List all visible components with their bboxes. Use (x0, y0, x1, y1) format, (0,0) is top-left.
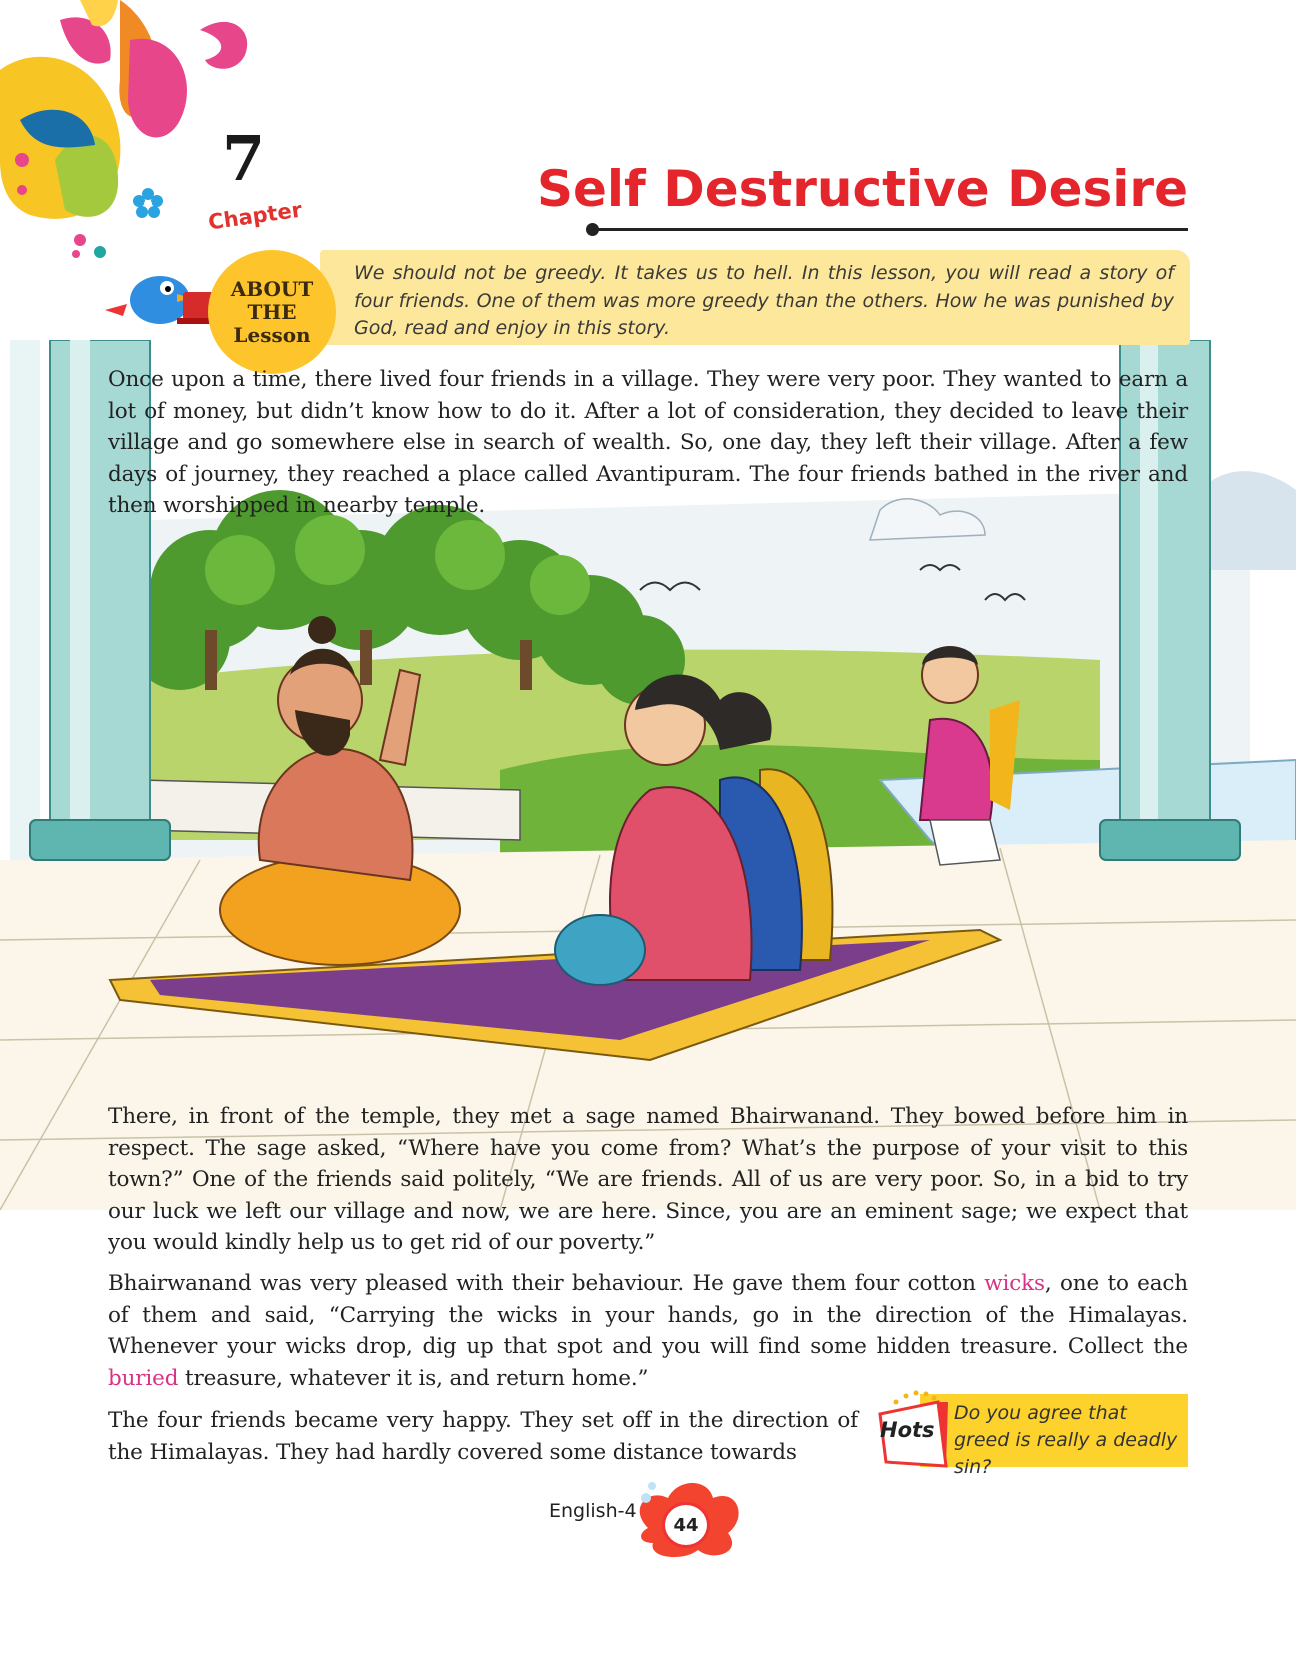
hots-question: Do you agree that greed is really a deadly sin? (954, 1402, 1178, 1478)
about-badge-line2: THE (247, 299, 297, 324)
book-title: English-4 (549, 1500, 637, 1522)
about-lesson-badge (208, 250, 336, 374)
story-paragraph-3-part1: Bhairwanand was very pleased with their behaviour. He gave them four cotton (108, 1271, 985, 1296)
story-paragraph-4: The four friends became very happy. They set off in the direction of the Himalayas. They had hardly covered some distance towards (108, 1408, 858, 1465)
page-title: Self Destructive Desire (536, 160, 1188, 218)
story-paragraph-3-part2: , one to each of them and said, “Carrying the wicks in your hands, go in the direction of the Himalayas. Whenever your wicks drop, dig up that spot and you will find some hidden treasure. Collect the (108, 1271, 1188, 1359)
about-badge-line1: ABOUT (230, 276, 314, 301)
page-number: 44 (662, 1502, 710, 1548)
about-lesson-text: We should not be greedy. It takes us to hell. In this lesson, you will read a story of four friends. One of them was more greedy than the others. How he was punished by God, read and enjoy in this story. (354, 262, 1174, 339)
vocab-word-buried: buried (108, 1365, 179, 1391)
story-paragraph-2: There, in front of the temple, they met a sage named Bhairwanand. They bowed before him in respect. The sage asked, “Where have you come from? What’s the purpose of your visit to this town?” One of the friends said politely, “We are friends. All of us are very poor. So, in a bid to try our luck we left our village and now, we are here. Since, you are an eminent sage; we expect that you would kindly help us to get rid of our poverty.” (108, 1104, 1188, 1255)
bird-laptop-icon (105, 262, 225, 334)
story-paragraph-1: Once upon a time, there lived four friends in a village. They were very poor. They wanted to earn a lot of money, but didn’t know how to do it. After a lot of consideration, they decided to leave their village and go somewhere else in search of wealth. So, one day, they left their village. After a few days of journey, they reached a place called Avantipuram. The four friends bathed in the river and then worshipped in nearby temple. (108, 367, 1188, 518)
about-badge-line3: Lesson (233, 322, 311, 347)
chapter-label: Chapter (206, 197, 304, 235)
title-underline (592, 228, 1188, 231)
story-paragraph-3-part3: treasure, whatever it is, and return home.” (178, 1365, 649, 1391)
story-paragraph-3 (108, 1268, 1188, 1394)
chapter-number: 7 (222, 122, 266, 195)
hots-label: Hots (880, 1418, 935, 1442)
vocab-word-wicks: wicks (984, 1271, 1045, 1296)
